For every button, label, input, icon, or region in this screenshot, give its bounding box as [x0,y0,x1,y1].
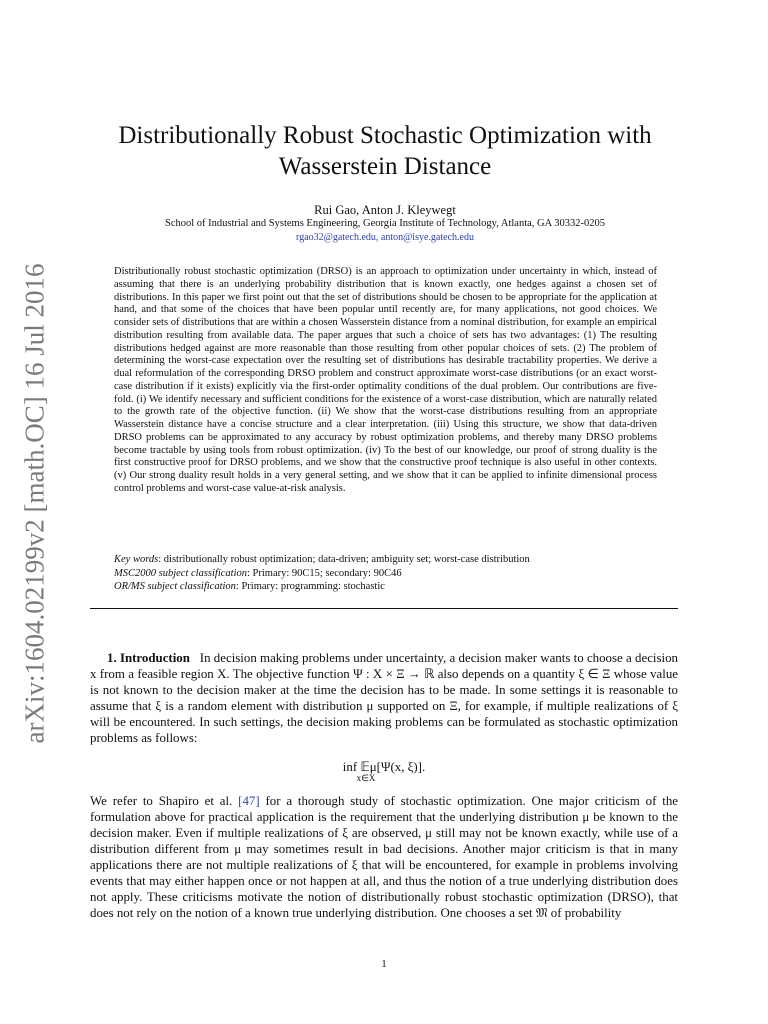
keywords-label: Key words [114,554,159,565]
paper-metadata [114,553,657,594]
section-divider [90,608,678,609]
abstract: Distributionally robust stochastic optimization (DRSO) is an approach to optimization under uncertainty in which, instead of assuming that there is an underlying probability distribution that is known exactly, one hedges against a chosen set of distributions. In this paper we first point out that the set of distributions should be chosen to be appropriate for the application at hand, and that some of the choices that have been popular until recently are, for many applications, not good choices. We consider sets of distributions that are within a chosen Wasserstein distance from a nominal distribution, for example an empirical distribution resulting from available data. The paper argues that such a choice of sets has two advantages: (1) The resulting distributions hedged against are more reasonable than those resulting from other popular choices of sets. (2) The problem of determining the worst-case expectation over the resulting set of distributions has desirable tractability properties. We derive a dual reformulation of the corresponding DRSO problem and construct approximate worst-case distributions (or an exact worst-case distribution if it exists) explicitly via the first-order optimality conditions of the dual problem. Our contributions are five-fold. (i) We identify necessary and sufficient conditions for the existence of a worst-case distribution, which are naturally related to the growth rate of the objective function. (ii) We show that the worst-case distributions resulting from an appropriate Wasserstein distance have a concise structure and a clear interpretation. (iii) Using this structure, we show that data-driven DRSO problems can be approximated to any accuracy by robust optimization problems, and thereby many DRSO problems become tractable by using tools from robust optimization. (iv) To the best of our knowledge, our proof of strong duality is the first constructive proof for DRSO problems, and we show that the constructive proof technique is also useful in other contexts. (v) Our strong duality result holds in a very general setting, and we show that it can be applied to infinite dimensional process control problems and worst-case value-at-risk analysis. [114,266,657,494]
equation [90,760,678,784]
title-line-2: Wasserstein Distance [278,153,492,180]
keywords-row: Key words: distributionally robust optimization; data-driven; ambiguity set; worst-case distribution [114,554,530,565]
arxiv-identifier [19,262,50,744]
title-line-1: Distributionally Robust Stochastic Optimization with [118,122,652,149]
orms-value: Primary: programming: stochastic [241,581,385,592]
orms-row: OR/MS subject classification: Primary: programming: stochastic [114,581,385,592]
page-number: 1 [381,958,387,970]
authors: Rui Gao, Anton J. Kleywegt [314,203,456,217]
email-links[interactable]: rgao32@gatech.edu, anton@isye.gatech.edu [296,232,474,243]
equation-main: inf 𝔼μ[Ψ(x, ξ)]. [342,760,426,774]
intro-paragraph-2-rest: for a thorough study of stochastic optimization. One major criticism of the formulation above for practical application is the requirement that the underlying distribution μ be known to the decision maker. Even if multiple realizations of ξ are observed, μ still may not be known exactly, while use of a distribution different from μ may sometimes result in bad decisions. Another major criticism is that in many applications there are not multiple realizations of ξ that will be encountered, for example in problems involving events that may either happen once or not happen at all, and thus the notion of a true underlying distribution does not apply. These criticisms motivate the notion of distributionally robust stochastic optimization (DRSO), that does not rely on the notion of a known true underlying distribution. One chooses a set 𝔐 of probability [90,794,678,920]
section-heading: 1. Introduction [107,651,190,665]
intro-paragraph-2 [90,793,678,921]
arxiv-identifier-text: arXiv:1604.02199v2 [math.OC] 16 Jul 2016 [19,263,50,743]
keywords-value: distributionally robust optimization; data-driven; ambiguity set; worst-case distribution [163,554,530,565]
msc-label: MSC2000 subject classification [114,567,247,579]
equation-subscript: x∈X [356,773,376,783]
intro-paragraph-1 [90,650,678,746]
orms-label: OR/MS subject classification [114,581,236,592]
msc-row: MSC2000 subject classification: Primary: 90C15; secondary: 90C46 [114,567,402,579]
intro-paragraph-1-text: In decision making problems under uncertainty, a decision maker wants to choose a decision x from a feasible region X. The objective function Ψ : X × Ξ → ℝ also depends on a quantity ξ ∈ Ξ whose value is not known to the decision maker at the time the decision has to be made. In some settings it is reasonable to assume that ξ is a random element with distribution μ supported on Ξ, for example, if multiple realizations of ξ will be encountered. In such settings, the decision making problems can be formulated as stochastic optimization problems as follows: [90,651,678,745]
affiliation: School of Industrial and Systems Engineering, Georgia Institute of Technology, Atlanta, GA 30332-0205 [164,218,605,229]
paper-title [90,120,680,182]
intro-paragraph-2-start: We refer to Shapiro et al. [90,794,239,808]
citation-link[interactable]: [47] [238,794,260,808]
msc-value: Primary: 90C15; secondary: 90C46 [252,567,402,579]
